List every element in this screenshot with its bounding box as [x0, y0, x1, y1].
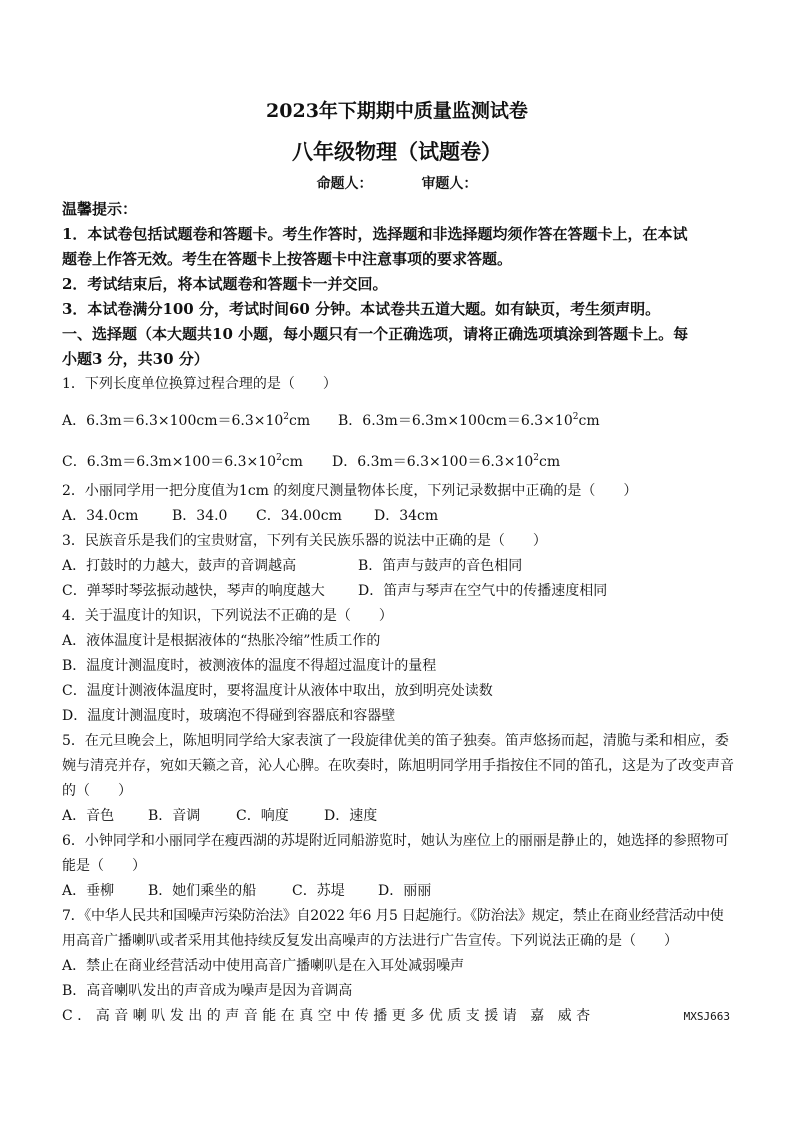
q7-stem-1: 7．《中华人民共和国噪声污染防治法》自2022 年6 月5 日起施行。《防治法》规定，禁止在商业经营活动中使: [62, 908, 724, 924]
tip-1b: 题卷上作答无效。考生在答题卡上按答题卡中注意事项的要求答题。: [62, 250, 513, 268]
q2-options: [62, 504, 734, 529]
q5-option-d: D．速度: [324, 808, 378, 824]
q1-option-b: B．$6.3m=6.3m\times 100cm=6.3\times 10^2cm$: [338, 412, 600, 429]
q5-stem-1: 5．在元旦晚会上，陈旭明同学给大家表演了一段旋律优美的笛子独奏。笛声悠扬而起，清脆与柔和相应，委: [62, 733, 729, 749]
author-line: [0, 173, 794, 193]
q6-options: [62, 879, 734, 904]
tip-2: 2．考试结束后，将本试题卷和答题卡一并交回。: [62, 275, 388, 293]
exam-body: [62, 197, 734, 1029]
proposer-label: 命题人：: [316, 176, 373, 192]
q1-stem: 1．下列长度单位换算过程合理的是（ ）: [62, 376, 337, 392]
q4-option-b: B．温度计测温度时，被测液体的温度不得超过温度计的量程: [62, 658, 437, 674]
q1-option-c: C．$6.3m=6.3m\times 100=6.3\times 10^2cm$: [62, 453, 303, 470]
q5-option-c: C．响度: [236, 808, 289, 824]
q7-option-b: B．高音喇叭发出的声音成为噪声是因为音调高: [62, 983, 353, 999]
q5-option-b: B．音调: [148, 808, 201, 824]
tips-heading: 温馨提示：: [62, 200, 138, 218]
q1-option-a: A．$6.3m=6.3\times 100cm=6.3\times 10^2cm$: [62, 412, 311, 429]
q3-option-d: D．笛声与琴声在空气中的传播速度相同: [358, 583, 608, 599]
q6-stem-2: 能是（ ）: [62, 858, 146, 874]
tip-3: 3．本试卷满分100 分，考试时间60 分钟。本试卷共五道大题。如有缺页，考生须声明。: [62, 300, 661, 318]
tip-1a: 1．本试卷包括试题卷和答题卡。考生作答时，选择题和非选择题均须作答在答题卡上，在本试: [62, 225, 688, 243]
footer-code: MXSJ663: [683, 1010, 730, 1023]
q2-option-a: A．34.0cm: [62, 508, 139, 524]
q2-option-b: B．34.0: [172, 508, 228, 524]
q6-option-b: B．她们乘坐的船: [148, 883, 257, 899]
q5-options: [62, 804, 734, 829]
q5-option-a: A．音色: [62, 808, 115, 824]
q6-option-c: C．苏堤: [292, 883, 345, 899]
q6-option-a: A．垂柳: [62, 883, 115, 899]
q4-option-c: C．温度计测液体温度时，要将温度计从液体中取出，放到明亮处读数: [62, 683, 493, 699]
q7-stem-2: 用高音广播喇叭或者采用其他持续反复发出高噪声的方法进行广告宣传。下列说法正确的是（ ）: [62, 933, 678, 949]
q3-stem: 3．民族音乐是我们的宝贵财富，下列有关民族乐器的说法中正确的是（ ）: [62, 533, 547, 549]
q3-option-c: C．弹琴时琴弦振动越快，琴声的响度越大: [62, 583, 325, 599]
q5-stem-2: 婉与清亮并存，宛如天籁之音，沁人心脾。在吹奏时，陈旭明同学用手指按住不同的笛孔，这是为了改变声音: [62, 758, 734, 774]
exam-subtitle: 八年级物理（试题卷）: [292, 139, 502, 164]
q1-option-d: D．$6.3m=6.3\times 100=6.3\times 10^2cm$: [332, 453, 561, 470]
q5-stem-3: 的（ ）: [62, 783, 132, 799]
q3-options-ab: [62, 554, 734, 579]
q1-options-cd: [62, 438, 734, 479]
section1-heading: 一、选择题（本大题共10 小题，每小题只有一个正确选项，请将正确选项填涂到答题卡上。每: [62, 325, 689, 343]
q6-stem-1: 6．小钟同学和小丽同学在瘦西湖的苏堤附近同船游览时，她认为座位上的丽丽是静止的，她选择的参照物可: [62, 833, 729, 849]
q3-option-a: A．打鼓时的力越大，鼓声的音调越高: [62, 558, 297, 574]
section1-heading-cont: 小题3 分，共30 分）: [62, 350, 209, 368]
q3-option-b: B．笛声与鼓声的音色相同: [358, 558, 523, 574]
q4-option-a: A．液体温度计是根据液体的“热胀冷缩”性质工作的: [62, 633, 381, 649]
q3-options-cd: [62, 579, 734, 604]
exam-title: 2023年下期期中质量监测试卷: [266, 100, 528, 122]
q4-option-d: D．温度计测温度时，玻璃泡不得碰到容器底和容器壁: [62, 708, 396, 724]
q2-option-c: C．34.00cm: [256, 508, 342, 524]
q6-option-d: D．丽丽: [378, 883, 432, 899]
q7-option-c: C．高音喇叭发出的声音能在真空中传播更多优质支援请 嘉 威杏: [62, 1008, 595, 1024]
q7-option-a: A．禁止在商业经营活动中使用高音广播喇叭是在入耳处减弱噪声: [62, 958, 465, 974]
q1-options-ab: [62, 397, 734, 438]
q2-stem: 2．小丽同学用一把分度值为1cm 的刻度尺测量物体长度，下列记录数据中正确的是（ ）: [62, 483, 638, 499]
q7-option-c-row: [62, 1004, 734, 1029]
q2-option-d: D．34cm: [374, 508, 439, 524]
reviewer-label: 审题人：: [421, 176, 478, 192]
q4-stem: 4．关于温度计的知识，下列说法不正确的是（ ）: [62, 608, 393, 624]
